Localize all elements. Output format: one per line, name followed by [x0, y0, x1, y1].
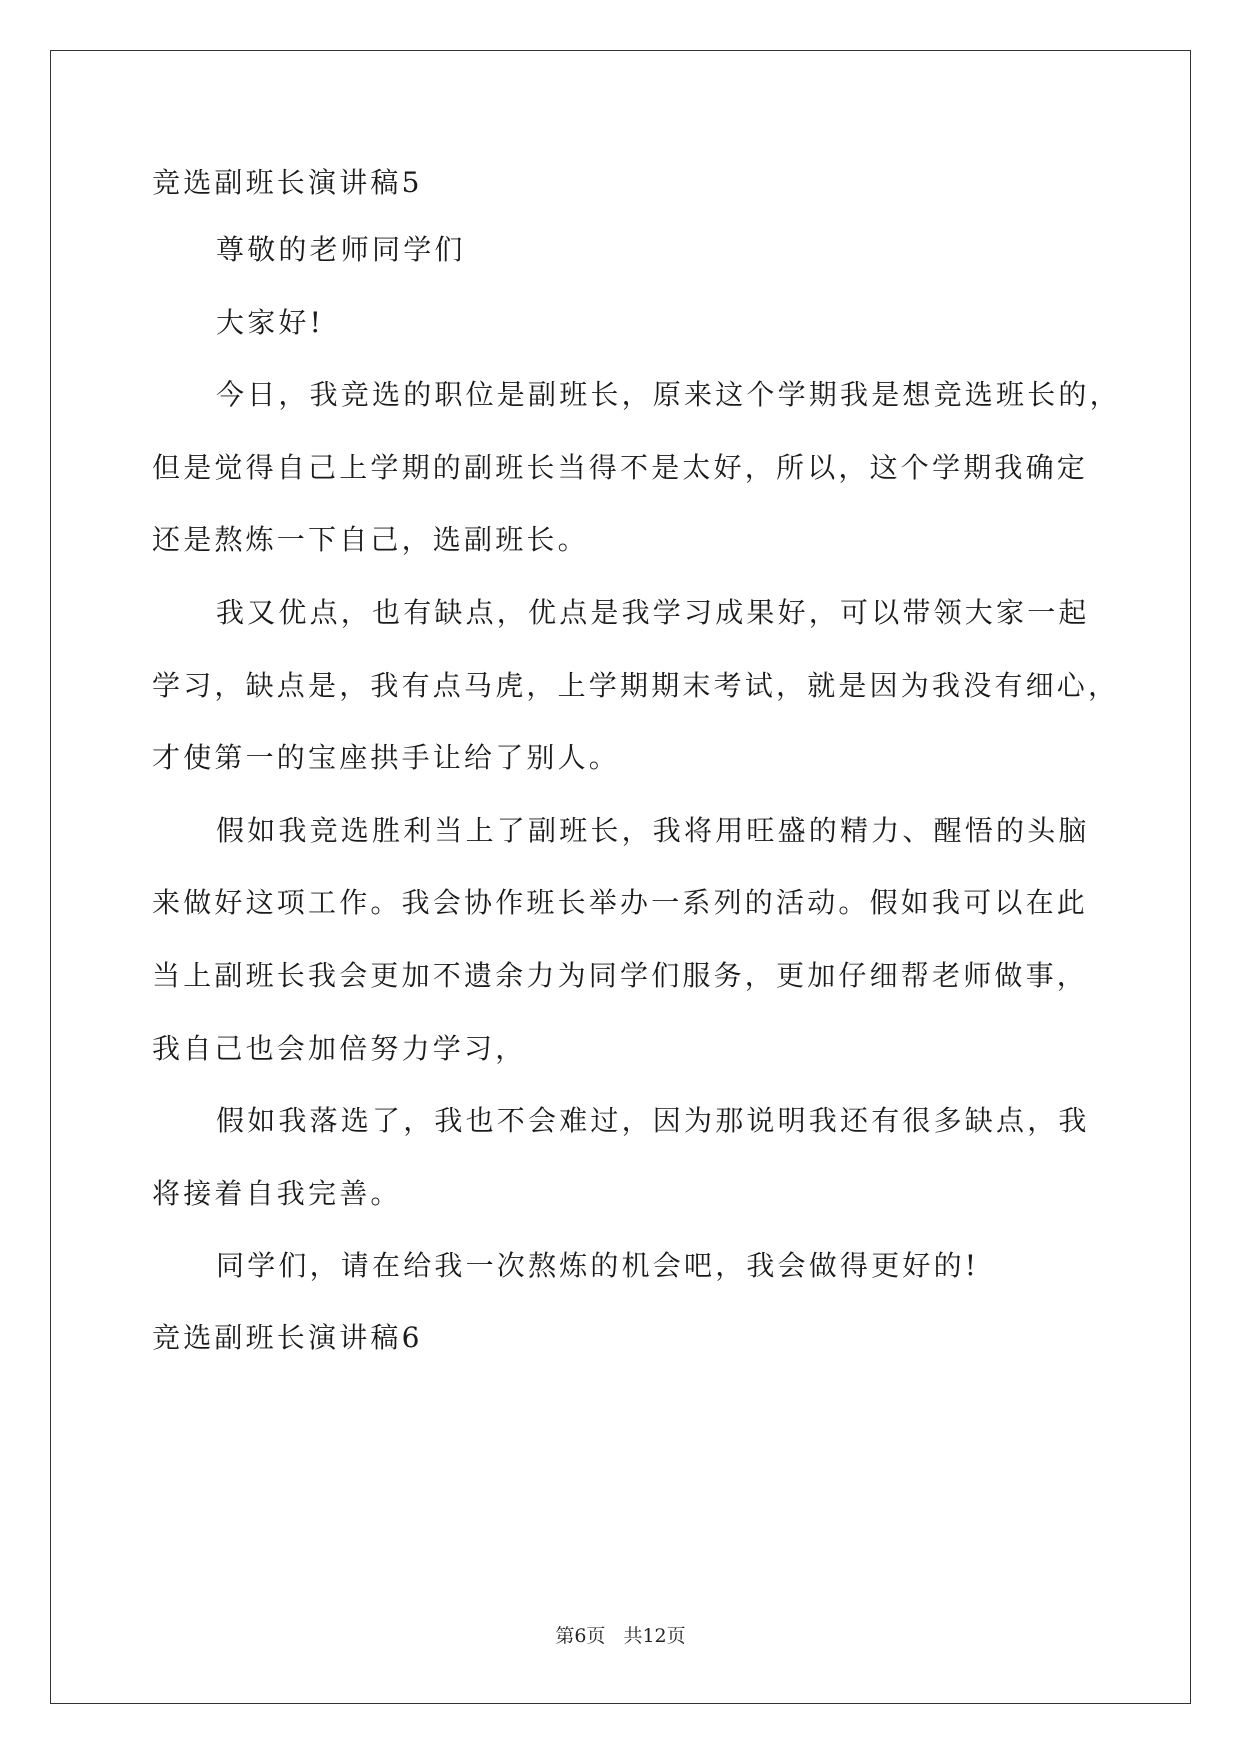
paragraph-2-line-2: 学习，缺点是，我有点马虎，上学期期末考试，就是因为我没有细心，: [152, 669, 1120, 702]
page-number: 第6页: [555, 1625, 606, 1647]
paragraph-5-line-1: 同学们，请在给我一次熬炼的机会吧，我会做得更好的!: [216, 1249, 980, 1282]
paragraph-2-line-1: 我又优点，也有缺点，优点是我学习成果好，可以带领大家一起: [216, 596, 1090, 629]
paragraph-4-line-2: 将接着自我完善。: [152, 1177, 402, 1210]
paragraph-3-line-2: 来做好这项工作。我会协作班长举办一系列的活动。假如我可以在此: [152, 886, 1089, 919]
paragraph-3-line-1: 假如我竞选胜利当上了副班长，我将用旺盛的精力、醒悟的头脑: [216, 814, 1090, 847]
paragraph-1-line-2: 但是觉得自己上学期的副班长当得不是太好，所以，这个学期我确定: [152, 451, 1089, 484]
page-border: [50, 50, 1191, 1704]
salutation: 尊敬的老师同学们: [216, 233, 466, 266]
greeting: 大家好!: [216, 306, 325, 339]
page-footer: [0, 1624, 1241, 1648]
paragraph-4-line-1: 假如我落选了，我也不会难过，因为那说明我还有很多缺点，我: [216, 1104, 1090, 1137]
page-total: 共12页: [623, 1625, 686, 1647]
section-heading-6: 竞选副班长演讲稿6: [152, 1321, 423, 1354]
paragraph-2-line-3: 才使第一的宝座拱手让给了别人。: [152, 741, 621, 774]
paragraph-1-line-1: 今日，我竞选的职位是副班长，原来这个学期我是想竞选班长的，: [216, 378, 1121, 411]
section-heading-5: 竞选副班长演讲稿5: [152, 166, 423, 199]
paragraph-3-line-4: 我自己也会加倍努力学习，: [152, 1032, 527, 1065]
paragraph-3-line-3: 当上副班长我会更加不遗余力为同学们服务，更加仔细帮老师做事，: [152, 959, 1089, 992]
paragraph-1-line-3: 还是熬炼一下自己，选副班长。: [152, 523, 589, 556]
